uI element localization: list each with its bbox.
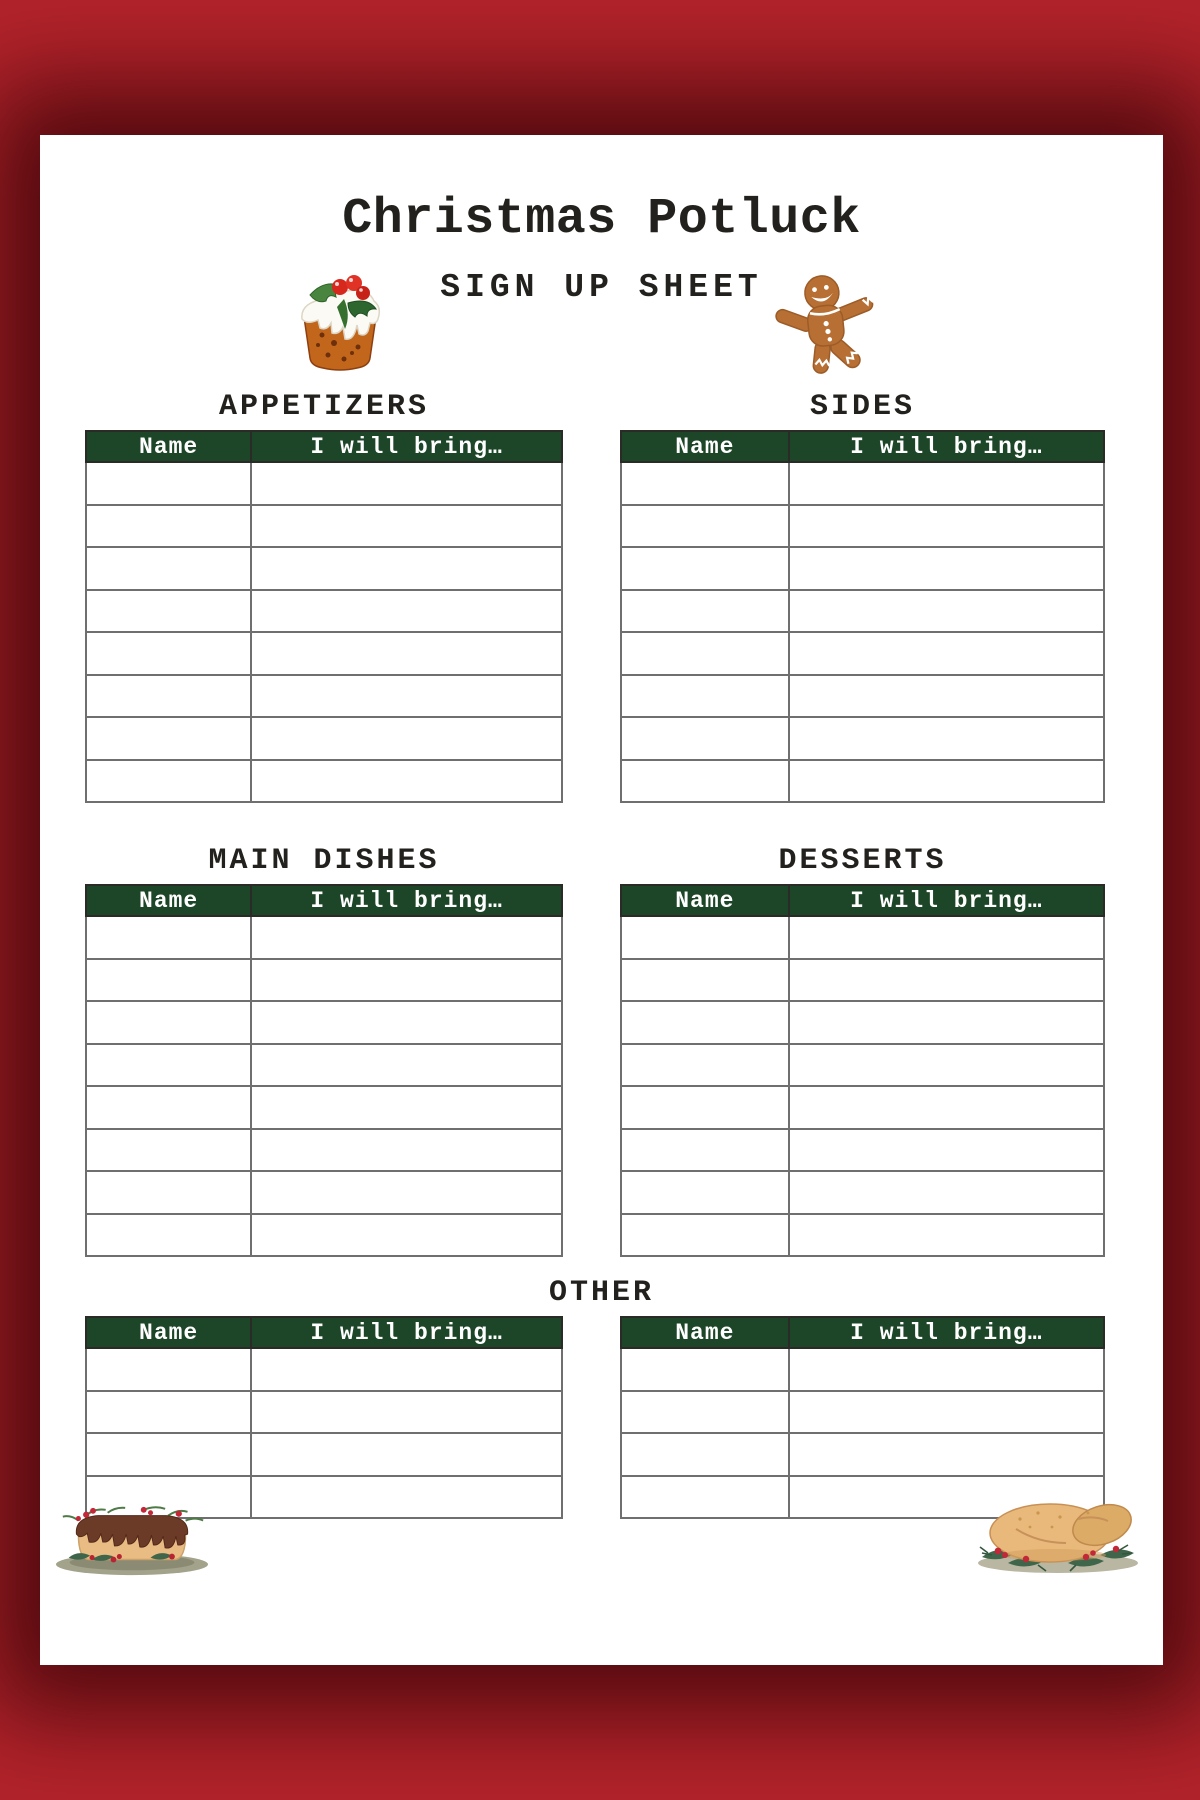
signup-sheet-page <box>40 135 1163 1665</box>
signup-row <box>621 1129 1104 1172</box>
signup-table-other-left <box>85 1316 563 1519</box>
name-cell[interactable] <box>86 1171 251 1214</box>
signup-table-other-right <box>620 1316 1105 1519</box>
dish-cell[interactable] <box>789 1433 1104 1476</box>
name-cell[interactable] <box>86 1086 251 1129</box>
dish-cell[interactable] <box>789 717 1104 760</box>
name-cell[interactable] <box>86 590 251 633</box>
signup-row <box>86 916 562 959</box>
name-cell[interactable] <box>621 632 789 675</box>
signup-row <box>621 675 1104 718</box>
name-cell[interactable] <box>621 1476 789 1519</box>
name-cell[interactable] <box>621 1044 789 1087</box>
dish-cell[interactable] <box>251 1001 562 1044</box>
signup-row <box>621 632 1104 675</box>
section-title-main-dishes: MAIN DISHES <box>208 844 440 879</box>
name-cell[interactable] <box>86 916 251 959</box>
dish-cell[interactable] <box>251 1214 562 1257</box>
column-header-name: Name <box>621 431 789 462</box>
dish-cell[interactable] <box>251 462 562 505</box>
dish-cell[interactable] <box>789 1171 1104 1214</box>
name-cell[interactable] <box>86 1214 251 1257</box>
column-header-bring: I will bring… <box>251 1317 562 1348</box>
dish-cell[interactable] <box>251 675 562 718</box>
dish-cell[interactable] <box>251 1044 562 1087</box>
name-cell[interactable] <box>621 916 789 959</box>
dish-cell[interactable] <box>251 1086 562 1129</box>
name-cell[interactable] <box>621 959 789 1002</box>
section-sides <box>620 391 1105 803</box>
yule-log-cake-icon <box>48 1503 216 1579</box>
section-other-left <box>85 1316 563 1519</box>
dish-cell[interactable] <box>789 1348 1104 1391</box>
page-subtitle: SIGN UP SHEET <box>440 268 763 306</box>
name-cell[interactable] <box>621 717 789 760</box>
dish-cell[interactable] <box>251 1348 562 1391</box>
signup-row <box>86 959 562 1002</box>
name-cell[interactable] <box>621 1348 789 1391</box>
name-cell[interactable] <box>621 675 789 718</box>
signup-table-appetizers <box>85 430 563 803</box>
signup-table-main-dishes <box>85 884 563 1257</box>
dish-cell[interactable] <box>789 916 1104 959</box>
signup-row <box>621 590 1104 633</box>
dish-cell[interactable] <box>251 717 562 760</box>
name-cell[interactable] <box>621 505 789 548</box>
section-title-other: OTHER <box>548 1276 654 1311</box>
section-title-appetizers: APPETIZERS <box>218 390 430 425</box>
signup-row <box>621 916 1104 959</box>
section-title-sides: SIDES <box>809 390 915 425</box>
signup-row <box>621 1391 1104 1434</box>
page-title: Christmas Potluck <box>342 191 861 248</box>
dish-cell[interactable] <box>789 1044 1104 1087</box>
sections-row-3 <box>40 1316 1163 1519</box>
signup-row <box>86 1044 562 1087</box>
signup-row <box>86 717 562 760</box>
dish-cell[interactable] <box>789 462 1104 505</box>
signup-row <box>621 717 1104 760</box>
dish-cell[interactable] <box>789 1129 1104 1172</box>
name-cell[interactable] <box>86 1129 251 1172</box>
column-header-bring: I will bring… <box>251 885 562 916</box>
dish-cell[interactable] <box>251 1476 562 1519</box>
dish-cell[interactable] <box>251 590 562 633</box>
signup-row <box>86 1129 562 1172</box>
name-cell[interactable] <box>86 717 251 760</box>
signup-table-desserts <box>620 884 1105 1257</box>
signup-row <box>621 959 1104 1002</box>
column-header-name: Name <box>621 885 789 916</box>
column-header-name: Name <box>86 885 251 916</box>
signup-row <box>86 1171 562 1214</box>
name-cell[interactable] <box>86 505 251 548</box>
signup-row <box>86 632 562 675</box>
signup-row <box>86 505 562 548</box>
signup-row <box>621 547 1104 590</box>
name-cell[interactable] <box>86 547 251 590</box>
signup-row <box>621 1171 1104 1214</box>
dish-cell[interactable] <box>789 1391 1104 1434</box>
dish-cell[interactable] <box>789 1001 1104 1044</box>
signup-row <box>621 1001 1104 1044</box>
name-cell[interactable] <box>621 1391 789 1434</box>
signup-row <box>621 1348 1104 1391</box>
name-cell[interactable] <box>86 675 251 718</box>
column-header-name: Name <box>621 1317 789 1348</box>
name-cell[interactable] <box>86 1433 251 1476</box>
name-cell[interactable] <box>621 1001 789 1044</box>
signup-row <box>621 505 1104 548</box>
dish-cell[interactable] <box>251 505 562 548</box>
dish-cell[interactable] <box>789 590 1104 633</box>
name-cell[interactable] <box>621 547 789 590</box>
name-cell[interactable] <box>621 1129 789 1172</box>
name-cell[interactable] <box>621 590 789 633</box>
dish-cell[interactable] <box>251 760 562 803</box>
name-cell[interactable] <box>621 1086 789 1129</box>
name-cell[interactable] <box>86 462 251 505</box>
dish-cell[interactable] <box>251 1129 562 1172</box>
dish-cell[interactable] <box>789 760 1104 803</box>
signup-row <box>621 1433 1104 1476</box>
dish-cell[interactable] <box>789 1086 1104 1129</box>
signup-row <box>86 1086 562 1129</box>
sections-row-2 <box>40 845 1163 1257</box>
name-cell[interactable] <box>621 1433 789 1476</box>
name-cell[interactable] <box>86 1044 251 1087</box>
name-cell[interactable] <box>621 1214 789 1257</box>
dish-cell[interactable] <box>789 547 1104 590</box>
signup-row <box>621 462 1104 505</box>
section-appetizers <box>85 391 563 803</box>
column-header-bring: I will bring… <box>251 431 562 462</box>
name-cell[interactable] <box>621 462 789 505</box>
signup-row <box>86 1001 562 1044</box>
dish-cell[interactable] <box>789 505 1104 548</box>
section-desserts <box>620 845 1105 1257</box>
section-main-dishes <box>85 845 563 1257</box>
roast-turkey-icon <box>968 1491 1148 1579</box>
dish-cell[interactable] <box>789 632 1104 675</box>
signup-row <box>86 1391 562 1434</box>
column-header-bring: I will bring… <box>789 885 1104 916</box>
christmas-pudding-icon <box>288 273 392 373</box>
signup-row <box>86 1214 562 1257</box>
signup-row <box>86 1348 562 1391</box>
name-cell[interactable] <box>86 1001 251 1044</box>
gingerbread-man-icon <box>773 268 891 376</box>
sections-row-1 <box>40 391 1163 803</box>
dish-cell[interactable] <box>789 1214 1104 1257</box>
signup-row <box>621 760 1104 803</box>
dish-cell[interactable] <box>251 959 562 1002</box>
dish-cell[interactable] <box>789 959 1104 1002</box>
dish-cell[interactable] <box>251 632 562 675</box>
signup-row <box>86 547 562 590</box>
signup-row <box>86 675 562 718</box>
dish-cell[interactable] <box>251 916 562 959</box>
section-title-desserts: DESSERTS <box>778 844 947 879</box>
name-cell[interactable] <box>86 632 251 675</box>
signup-row <box>621 1214 1104 1257</box>
signup-row <box>86 760 562 803</box>
name-cell[interactable] <box>86 760 251 803</box>
signup-table-sides <box>620 430 1105 803</box>
column-header-name: Name <box>86 431 251 462</box>
name-cell[interactable] <box>86 1391 251 1434</box>
dish-cell[interactable] <box>251 1171 562 1214</box>
signup-row <box>621 1086 1104 1129</box>
column-header-bring: I will bring… <box>789 431 1104 462</box>
dish-cell[interactable] <box>789 675 1104 718</box>
dish-cell[interactable] <box>251 1433 562 1476</box>
name-cell[interactable] <box>621 760 789 803</box>
dish-cell[interactable] <box>251 1391 562 1434</box>
signup-row <box>86 462 562 505</box>
section-other-right <box>620 1316 1105 1519</box>
column-header-bring: I will bring… <box>789 1317 1104 1348</box>
dish-cell[interactable] <box>251 547 562 590</box>
name-cell[interactable] <box>86 959 251 1002</box>
name-cell[interactable] <box>621 1171 789 1214</box>
signup-row <box>86 590 562 633</box>
name-cell[interactable] <box>86 1348 251 1391</box>
signup-row <box>86 1433 562 1476</box>
signup-row <box>621 1044 1104 1087</box>
column-header-name: Name <box>86 1317 251 1348</box>
